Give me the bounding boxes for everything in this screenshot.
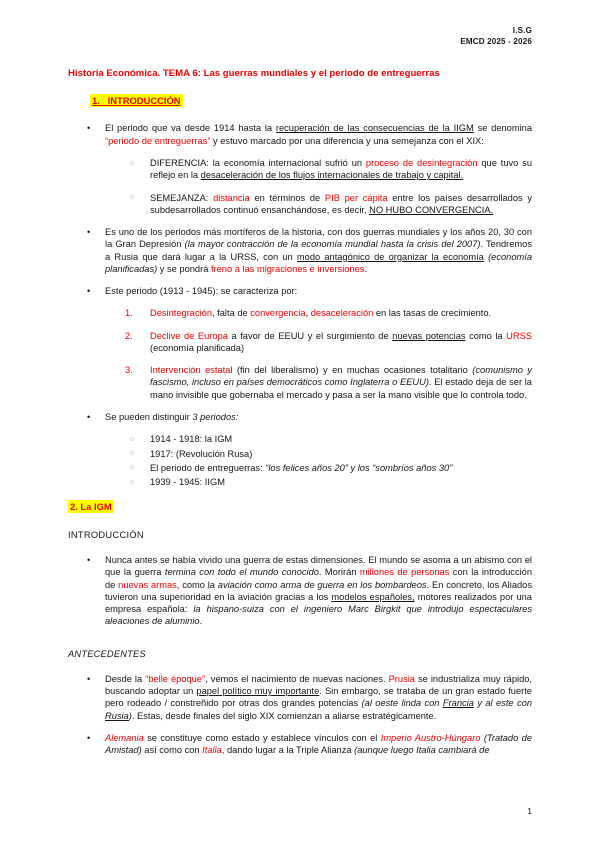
- sub-bullet-igm-text: 1914 - 1918: la IGM: [150, 434, 233, 445]
- list-marker: ○: [130, 435, 135, 443]
- sub-bullet-igm: [68, 433, 532, 445]
- sub-bullet-revolucion-rusa-text: 1917: (Revolución Rusa): [150, 448, 253, 459]
- section-heading-1-introduccion: [90, 95, 532, 107]
- sub-bullet-diferencia-text: DIFERENCIA: la economía internacional sufrió un proceso de desintegración que tuvo su reflejo en la desaceleración de los flujos internacionales de trabajo y capital.: [150, 158, 532, 181]
- bullet-periodo-entreguerras: [68, 122, 532, 147]
- sub-bullet-diferencia: [68, 157, 532, 182]
- list-marker: •: [87, 554, 91, 565]
- bullet-este-periodo: [68, 285, 532, 297]
- numbered-item-desintegracion-text: Desintegración, falta de convergencia, desaceleración en las tasas de crecimiento.: [150, 308, 492, 319]
- bullet-periodos-mortiferos-text: Es uno de los periodos más mortíferos de la historia, con dos guerras mundiales y los años 20, 30 con la Gran Depresión (la mayor contracción de la economía mundial hasta la crisis del 2007). Tendremos a Rusia que dará lugar a la URSS, con un modo antagónico de organizar la economía (economía planificadas) y se pondrá freno a las migraciones e inversiones.: [105, 227, 532, 274]
- list-marker: •: [87, 123, 91, 134]
- bullet-tres-periodos-text: Se pueden distinguir 3 periodos:: [105, 411, 239, 422]
- bullet-tres-periodos: [68, 411, 532, 423]
- numbered-item-desintegracion: [68, 307, 532, 319]
- subsection-heading-antecedentes: [68, 648, 532, 660]
- sub-bullet-iigm: [68, 476, 532, 488]
- list-marker: •: [87, 732, 91, 743]
- bullet-periodos-mortiferos: [68, 226, 532, 275]
- document-body: [68, 95, 532, 756]
- section-heading-2-la-igm-text: 2. La IGM: [70, 501, 112, 513]
- sub-bullet-iigm-text: 1939 - 1945: IIGM: [150, 477, 225, 488]
- bullet-este-periodo-text: Este periodo (1913 - 1945): se caracteriza por:: [105, 286, 298, 297]
- page-number: 1: [527, 806, 532, 816]
- list-marker: ○: [130, 478, 135, 486]
- numbered-item-declive-europa-text: Declive de Europa a favor de EEUU y el surgimiento de nuevas potencias como la URSS (economía planificada): [150, 330, 533, 353]
- subsection-heading-antecedentes-text: ANTECEDENTES: [68, 648, 146, 659]
- list-marker: •: [87, 673, 91, 684]
- section-heading-2-la-igm: [68, 501, 532, 513]
- document-title: Historia Económica. TEMA 6: Las guerras mundiales y el periodo de entreguerras: [68, 67, 440, 79]
- list-marker: •: [87, 227, 91, 238]
- header-course-year: EMCD 2025 - 2026: [460, 36, 532, 46]
- subsection-heading-introduccion-text: INTRODUCCIÓN: [68, 529, 144, 540]
- sub-bullet-entreguerras: [68, 462, 532, 474]
- sub-bullet-entreguerras-text: El periodo de entreguerras: “los felices años 20” y los “sombríos años 30”: [150, 462, 453, 473]
- list-marker: ○: [130, 194, 135, 202]
- sub-bullet-revolucion-rusa: [68, 448, 532, 460]
- list-marker: ○: [130, 450, 135, 458]
- bullet-belle-epoque: [68, 673, 532, 722]
- sub-bullet-semejanza: [68, 192, 532, 217]
- bullet-nunca-antes: [68, 554, 532, 628]
- list-marker: •: [87, 411, 91, 422]
- numbered-item-declive-europa: [68, 330, 532, 355]
- bullet-alemania-triple-alianza-text: Alemania se constituye como estado y establece vínculos con el Imperio Austro-Húngaro (Tratado de Amistad) así como con Italia, dando lugar a la Triple Alianza (aunque luego Italia cambiará de: [105, 732, 532, 756]
- document-header: [68, 26, 532, 48]
- list-marker: ○: [130, 159, 135, 167]
- bullet-alemania-triple-alianza: [68, 732, 532, 757]
- list-marker: 2.: [125, 330, 133, 341]
- list-marker: ○: [130, 464, 135, 472]
- subsection-heading-introduccion: [68, 529, 532, 541]
- list-marker: 1.: [125, 308, 133, 319]
- header-author-initials: I.S.G: [512, 26, 532, 35]
- numbered-item-intervencion-estatal-text: Intervención estatal (fin del liberalismo) y en muchas ocasiones totalitario (comunismo y fascismo, incluso en países democráticos como Inglaterra o EEUU). El estado deja de ser la mano invisible que gobernaba el mercado y pasa a ser la mano visible que lo controla todo.: [150, 365, 532, 400]
- sub-bullet-semejanza-text: SEMEJANZA: distancia en términos de PIB per cápita entre los países desarrollados y subdesarrollados continuó ensanchándose, es decir, NO HUBO CONVERGENCIA.: [150, 192, 532, 215]
- bullet-periodo-entreguerras-text: El periodo que va desde 1914 hasta la recuperación de las consecuencias de la IIGM se denomina “periodo de entreguerras” y estuvo marcado por una diferencia y una semejanza con el XIX:: [105, 123, 532, 146]
- bullet-belle-epoque-text: Desde la “belle époque”, vemos el nacimiento de nuevas naciones. Prusia se industrializa muy rápido, buscando adoptar un papel político muy importante. Sin embargo, se trataba de un gran estado fuerte pero rodeado / constreñido por otras dos grandes potencias (al oeste linda con Francia y al este con Rusia). Estas, desde finales del siglo XIX comienzan a aliarse estratégicamente.: [105, 673, 533, 721]
- bullet-nunca-antes-text: Nunca antes se había vivido una guerra de estas dimensiones. El mundo se asoma a un abismo con el que la guerra termina con todo el mundo conocido. Morirán millones de personas con la introducción de nuevas armas, como la aviación como arma de guerra en los bombardeos. En concreto, los Aliados tuvieron una superioridad en la aviación gracias a los modelos españoles, motores realizados por una empresa española: la hispano-suiza con el ingeniero Marc Birgkit que introdujo espectaculares aleaciones de aluminio.: [105, 554, 532, 627]
- section-heading-1-introduccion-text: 1. INTRODUCCIÓN: [92, 95, 181, 107]
- numbered-item-intervencion-estatal: [68, 364, 532, 401]
- list-marker: •: [87, 286, 91, 297]
- list-marker: 3.: [125, 365, 133, 376]
